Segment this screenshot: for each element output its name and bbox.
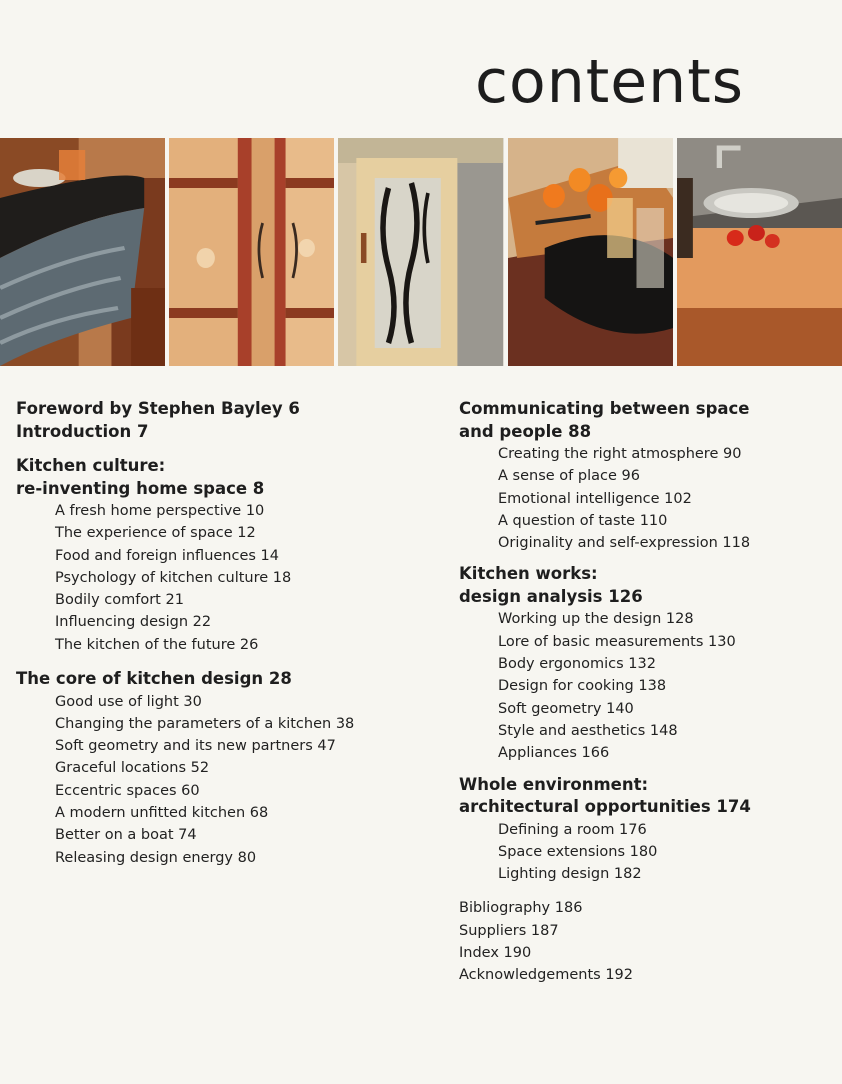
glass-cabinet-doors-photo — [169, 138, 334, 366]
toc-entry-introduction[interactable]: Introduction 7 — [16, 421, 149, 441]
toc-entry[interactable]: The experience of space 12 — [55, 525, 256, 542]
toc-entry[interactable]: Releasing design energy 80 — [55, 849, 257, 866]
toc-entry[interactable]: Space extensions 180 — [498, 843, 658, 860]
toc-entry[interactable]: Originality and self-expression 118 — [498, 535, 751, 552]
toc-entry[interactable]: Food and foreign influences 14 — [55, 547, 279, 564]
toc-right-column — [459, 398, 839, 987]
toc-entry[interactable]: Working up the design 128 — [498, 611, 694, 628]
toc-section-core-of-kitchen-design — [16, 668, 436, 869]
section-title-line[interactable]: Kitchen culture: — [16, 456, 166, 475]
toc-entry[interactable]: A fresh home perspective 10 — [55, 503, 265, 519]
toc-section-communicating — [459, 398, 839, 554]
toc-left-column — [16, 398, 436, 879]
wavy-glass-door-photo — [338, 138, 503, 366]
toc-entry-index[interactable]: Index 190 — [459, 945, 532, 962]
toc-subentries — [459, 819, 839, 886]
toc-entry[interactable]: Style and aesthetics 148 — [498, 722, 678, 739]
toc-section-whole-environment — [459, 774, 839, 886]
toc-entry[interactable]: Eccentric spaces 60 — [55, 782, 200, 799]
toc-subentries — [459, 443, 839, 554]
toc-entry[interactable]: A modern unfitted kitchen 68 — [55, 805, 269, 822]
curved-counter-photo — [0, 138, 165, 366]
toc-front-matter — [16, 398, 436, 443]
section-title-line[interactable]: and people 88 — [459, 421, 592, 441]
toc-subentries — [459, 608, 839, 764]
section-title-line[interactable]: Whole environment: — [459, 774, 649, 794]
toc-entry[interactable]: Lighting design 182 — [498, 866, 642, 883]
page-title: contents — [475, 47, 744, 117]
toc-entry[interactable]: Appliances 166 — [498, 745, 610, 762]
toc-subentries — [16, 500, 436, 656]
section-title-line[interactable]: design analysis 126 — [459, 586, 643, 606]
section-title-line[interactable]: re-inventing home space 8 — [16, 478, 265, 498]
section-title-line[interactable]: Kitchen works: — [459, 564, 598, 584]
toc-entry[interactable]: Psychology of kitchen culture 18 — [55, 569, 292, 586]
toc-entry[interactable]: Creating the right atmosphere 90 — [498, 446, 742, 462]
toc-entry[interactable]: Graceful locations 52 — [55, 760, 210, 777]
photo-strip — [0, 138, 842, 366]
toc-entry-foreword[interactable]: Foreword by Stephen Bayley 6 — [16, 399, 300, 418]
toc-entry[interactable]: Body ergonomics 132 — [498, 656, 656, 673]
toc-entry[interactable]: Bodily comfort 21 — [55, 592, 184, 609]
oranges-juice-photo — [508, 138, 673, 366]
toc-entry[interactable]: Better on a boat 74 — [55, 827, 197, 844]
toc-subentries — [16, 691, 436, 869]
sink-tomatoes-photo — [677, 138, 842, 366]
toc-entry[interactable]: Changing the parameters of a kitchen 38 — [55, 715, 355, 732]
section-title-line[interactable]: The core of kitchen design 28 — [16, 669, 292, 689]
section-title-line[interactable]: architectural opportunities 174 — [459, 797, 751, 817]
toc-entry-acknowledgements[interactable]: Acknowledgements 192 — [459, 967, 633, 984]
section-title-line[interactable]: Communicating between space — [459, 399, 750, 418]
toc-entry-suppliers[interactable]: Suppliers 187 — [459, 922, 559, 939]
toc-back-matter — [459, 897, 839, 986]
toc-entry[interactable]: The kitchen of the future 26 — [55, 636, 259, 653]
toc-entry[interactable]: Soft geometry and its new partners 47 — [55, 738, 336, 755]
toc-section-kitchen-culture — [16, 455, 436, 656]
toc-entry[interactable]: Defining a room 176 — [498, 821, 647, 838]
toc-entry-bibliography[interactable]: Bibliography 186 — [459, 900, 583, 917]
toc-section-kitchen-works — [459, 563, 839, 764]
toc-entry[interactable]: A question of taste 110 — [498, 512, 668, 529]
toc-entry[interactable]: Lore of basic measurements 130 — [498, 633, 736, 650]
toc-entry[interactable]: Design for cooking 138 — [498, 678, 667, 695]
toc-entry[interactable]: Soft geometry 140 — [498, 700, 634, 717]
toc-entry[interactable]: Influencing design 22 — [55, 614, 212, 631]
toc-entry[interactable]: Emotional intelligence 102 — [498, 490, 692, 507]
toc-entry[interactable]: A sense of place 96 — [498, 468, 640, 485]
toc-entry[interactable]: Good use of light 30 — [55, 693, 202, 710]
